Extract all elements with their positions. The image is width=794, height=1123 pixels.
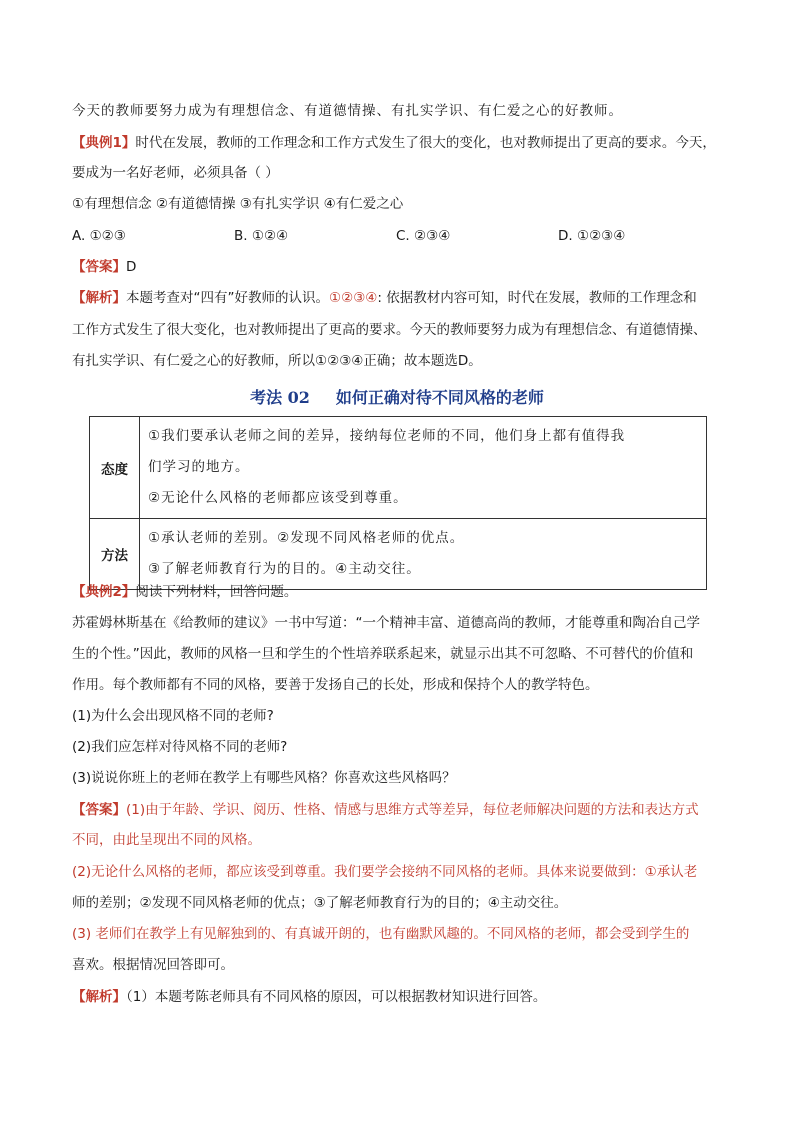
analysis-text: （1）本题考陈老师具有不同风格的原因，可以根据教材知识进行回答。 <box>126 989 547 1005</box>
answer2-text: (2)无论什么风格的老师，都应该受到尊重。我们要学会接纳不同风格的老师。具体来说要做到：①承认老 <box>72 864 698 880</box>
material-line3: 作用。每个教师都有不同的风格，要善于发扬自己的长处，形成和保持个人的教学特色。 <box>72 677 599 693</box>
analysis-label: 【解析】 <box>72 989 126 1005</box>
analysis-label: 【解析】 <box>72 290 126 306</box>
example1-answer <box>72 257 754 277</box>
table-row <box>90 519 707 590</box>
analysis-text-a: 本题考查对“四有”好教师的认识。 <box>126 290 329 306</box>
answer3-text-cont: 喜欢。根据情况回答即可。 <box>72 957 234 973</box>
example1-stem-line1 <box>72 133 754 153</box>
option-a: A. ①②③ <box>72 228 126 244</box>
option-c: C. ②③④ <box>396 228 451 244</box>
question-3: (3)说说你班上的老师在教学上有哪些风格？你喜欢这些风格吗？ <box>72 770 456 786</box>
method-line: ③了解老师教育行为的目的。④主动交往。 <box>148 561 421 577</box>
example2-label: 【典例2】 <box>72 584 136 600</box>
table-head-method: 方法 <box>90 519 140 590</box>
example1-analysis-line3: 有扎实学识、有仁爱之心的好教师，所以①②③④正确；故本题选D。 <box>72 353 482 369</box>
example2-intro: 阅读下列材料，回答问题。 <box>135 584 298 600</box>
example1-analysis-line1 <box>72 288 754 308</box>
attitude-line: 们学习的地方。 <box>148 459 250 475</box>
table-row <box>90 417 707 519</box>
example1-items: ①有理想信念 ②有道德情操 ③有扎实学识 ④有仁爱之心 <box>72 196 404 212</box>
answer-label: 【答案】 <box>72 802 126 818</box>
intro-text: 今天的教师要努力成为有理想信念、有道德情操、有扎实学识、有仁爱之心的好教师。 <box>72 103 623 119</box>
material-line1: 苏霍姆林斯基在《给教师的建议》一书中写道：“一个精神丰富、道德高尚的教师，才能尊重和陶冶自己学 <box>72 615 700 631</box>
answer-value: D <box>126 259 137 275</box>
example2-answer-line1 <box>72 800 754 820</box>
section-heading <box>0 385 794 408</box>
answer1-text: (1)由于年龄、学识、阅历、性格、情感与思维方式等差异，每位老师解决问题的方法和表达方式 <box>126 802 699 818</box>
attitude-line: ①我们要承认老师之间的差异，接纳每位老师的不同，他们身上都有值得我 <box>148 428 626 444</box>
example1-label: 【典例1】 <box>72 135 136 151</box>
material-line2: 生的个性。”因此，教师的风格一旦和学生的个性培养联系起来，就显示出其不可忽略、不可替代的价值和 <box>72 646 694 662</box>
answer2-text-cont: 师的差别；②发现不同风格老师的优点；③了解老师教育行为的目的；④主动交往。 <box>72 895 568 911</box>
example2-analysis <box>72 987 754 1007</box>
question-1: (1)为什么会出现风格不同的老师? <box>72 708 274 724</box>
answer-label: 【答案】 <box>72 259 126 275</box>
example1-stem1: 时代在发展，教师的工作理念和工作方式发生了很大的变化，也对教师提出了更高的要求。今天， <box>135 135 716 151</box>
table-head-attitude: 态度 <box>90 417 140 519</box>
analysis-text-b: ①②③④ <box>329 290 378 306</box>
example2-header <box>72 582 754 602</box>
method-line: ①承认老师的差别。②发现不同风格老师的优点。 <box>148 530 465 546</box>
option-b: B. ①②④ <box>234 228 289 244</box>
answer3-text: (3) 老师们在教学上有见解独到的、有真诚开朗的，也有幽默风趣的。不同风格的老师，都会受到学生的 <box>72 926 690 942</box>
example1-analysis-line2: 工作方式发生了很大变化，也对教师提出了更高的要求。今天的教师要努力成为有理想信念、有道德情操、 <box>72 322 707 338</box>
table-cell-method <box>140 519 707 590</box>
section-number: 考法 02 <box>250 388 310 407</box>
question-2: (2)我们应怎样对待风格不同的老师? <box>72 739 288 755</box>
analysis-text-c: : 依据教材内容可知，时代在发展，教师的工作理念和 <box>377 290 697 306</box>
attitude-line: ②无论什么风格的老师都应该受到尊重。 <box>148 490 408 506</box>
example1-options <box>72 226 754 246</box>
answer1-text-cont: 不同，由此呈现出不同的风格。 <box>72 832 261 848</box>
summary-table <box>89 416 707 590</box>
table-cell-attitude <box>140 417 707 519</box>
example1-stem-line2: 要成为一名好老师，必须具备（ ） <box>72 165 279 181</box>
option-d: D. ①②③④ <box>558 228 626 244</box>
section-title: 如何正确对待不同风格的老师 <box>335 388 544 407</box>
